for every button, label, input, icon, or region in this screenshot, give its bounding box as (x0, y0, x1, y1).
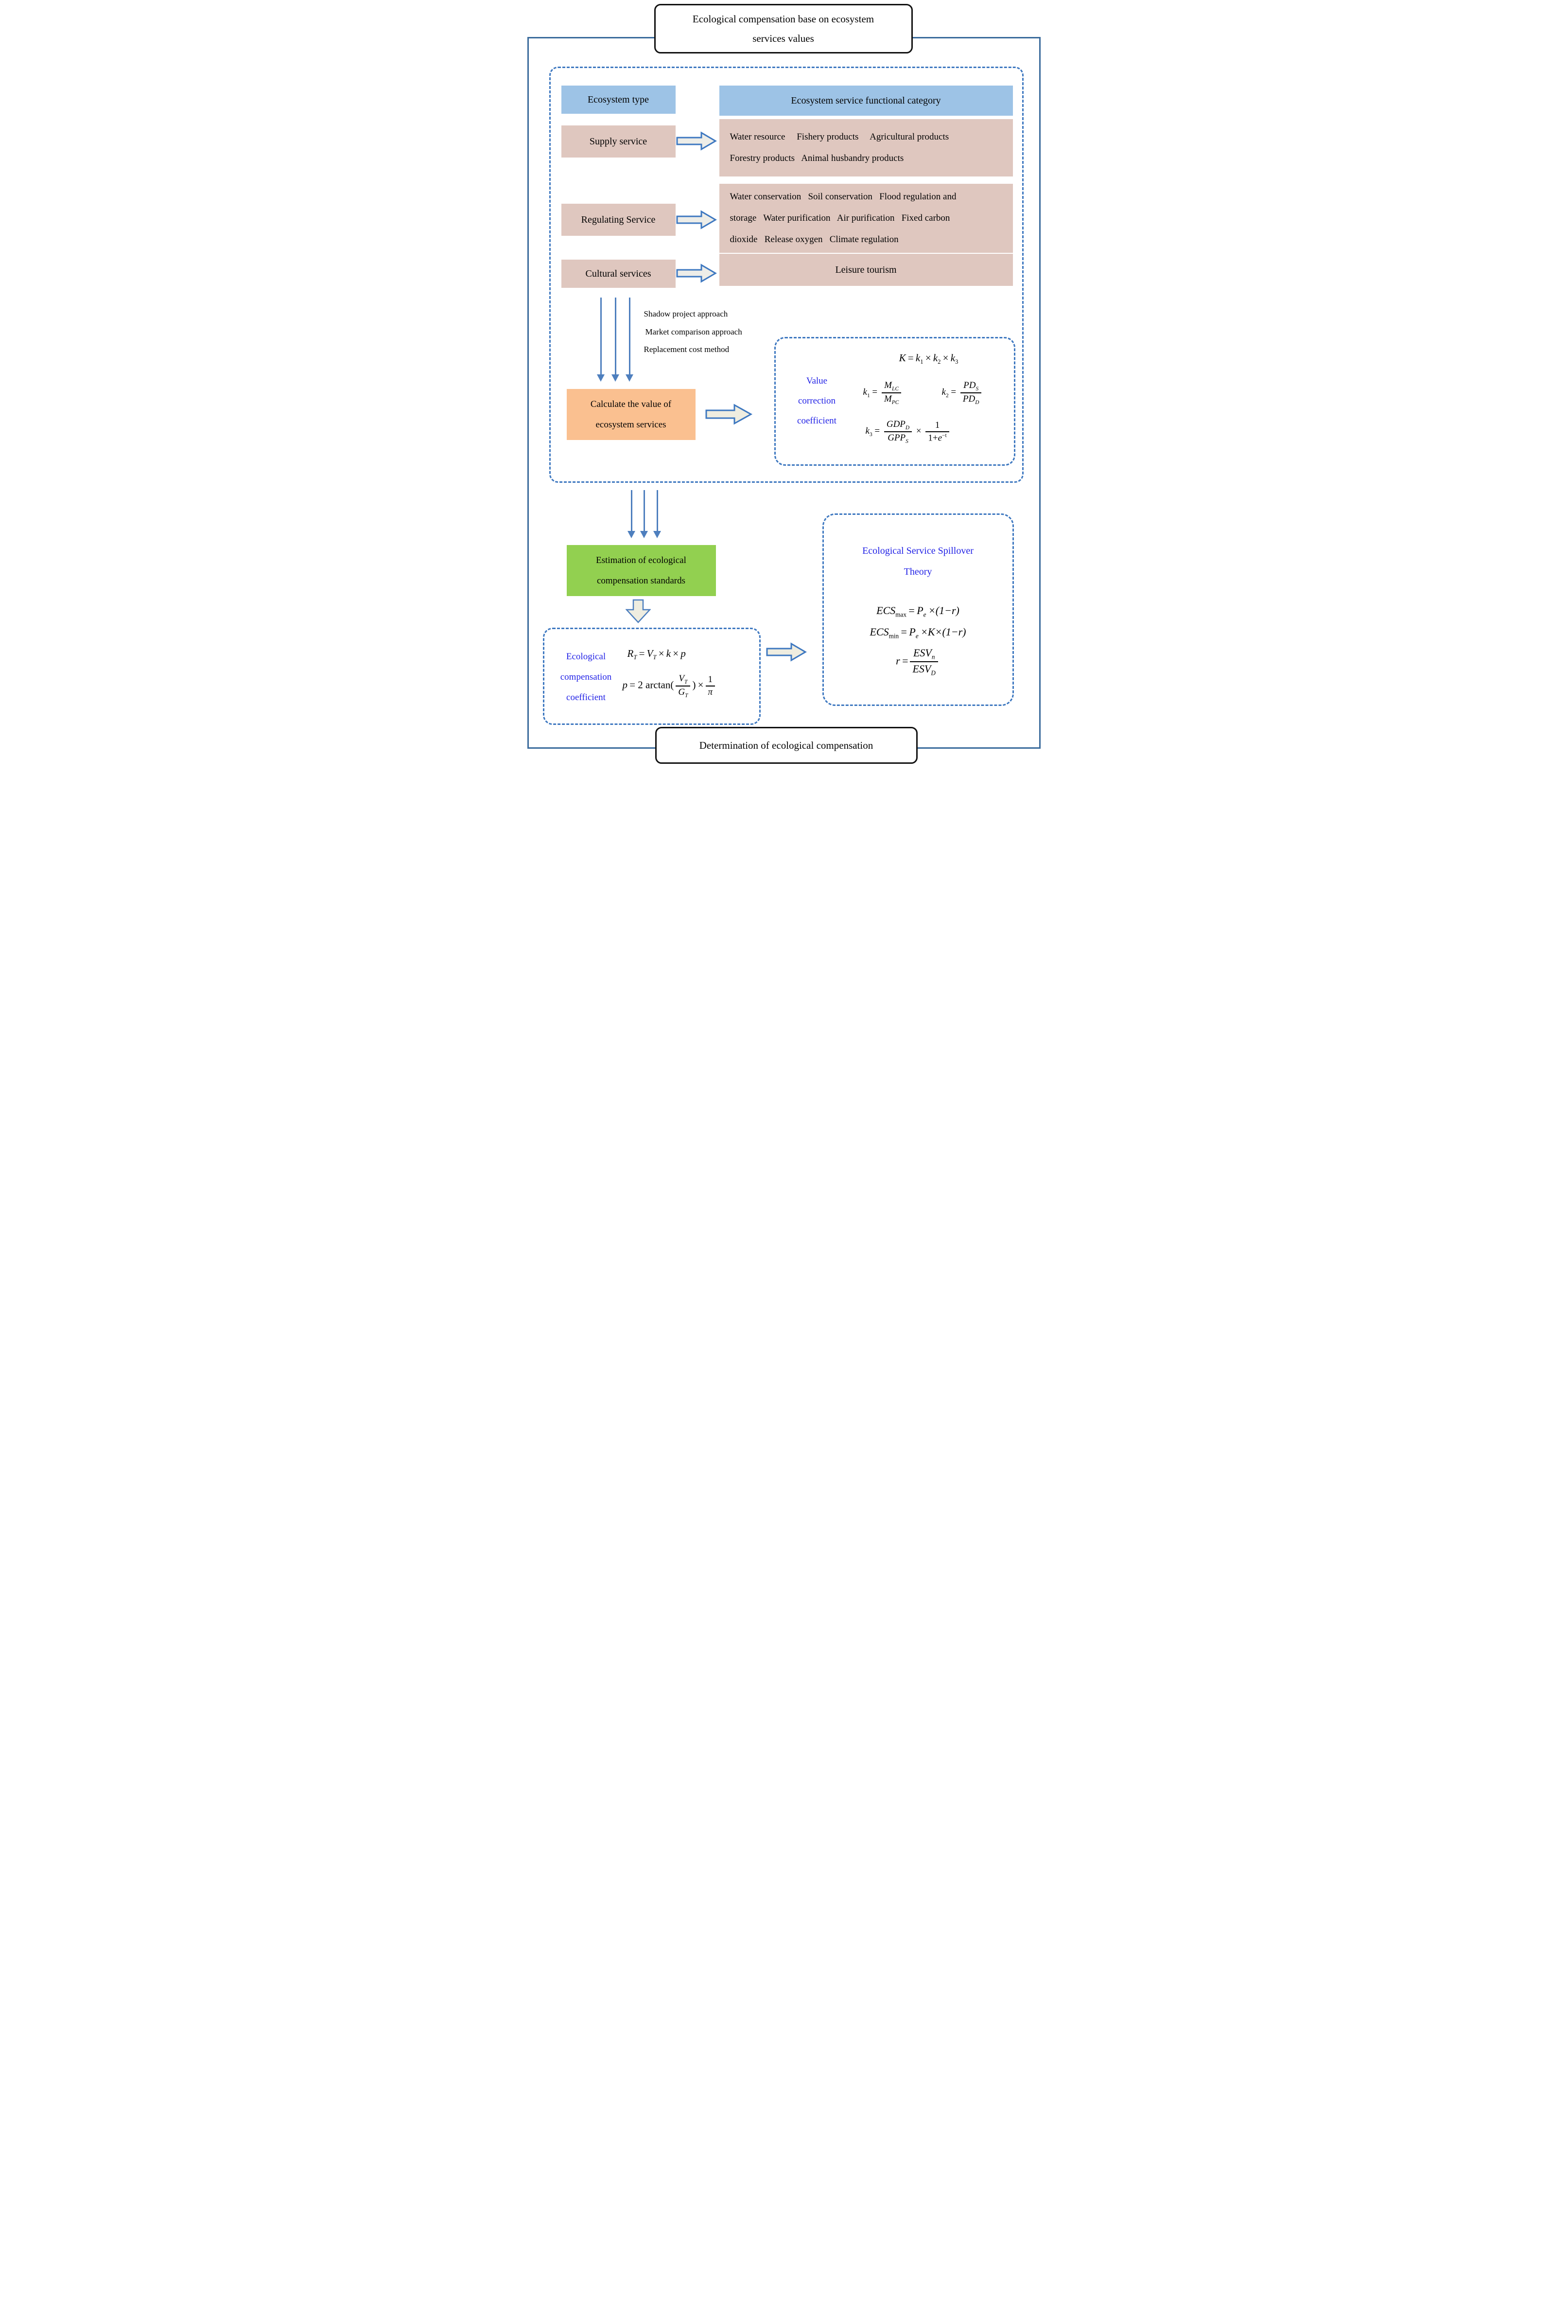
right-block-arrow-icon (766, 642, 807, 662)
formula-ecs-min: $ECS_{min} = P_e \times K\times(1-r)$ (870, 626, 966, 640)
calculate-value-line2: ecosystem services (595, 419, 666, 430)
value-correction-label (781, 371, 854, 431)
right-block-arrow-icon (705, 403, 753, 425)
method-replacement-cost: Replacement cost method (644, 345, 730, 354)
estimation-line2: compensation standards (596, 575, 686, 586)
value-correction-label-line3: coefficient (797, 416, 836, 426)
supply-products-line2: Forestry products Animal husbandry products (730, 153, 904, 163)
estimation-line1: Estimation of ecological (596, 555, 686, 565)
determination-box (655, 727, 918, 764)
right-block-arrow-icon (676, 264, 717, 283)
method-shadow-project: Shadow project approach (644, 309, 728, 318)
calculate-value-line1: Calculate the value of (590, 399, 672, 409)
spillover-title-line2: Theory (904, 566, 932, 577)
right-block-arrow-icon (676, 210, 717, 229)
eco-coefficient-label-line2: compensation (560, 672, 612, 682)
calculate-value-box (567, 389, 696, 440)
regulating-functions-line1: Water conservation Soil conservation Flood regulation and (730, 192, 957, 202)
supply-service-label: Supply service (589, 136, 647, 147)
supply-service-box (561, 125, 676, 158)
leisure-tourism-box (719, 254, 1013, 286)
value-correction-label-line1: Value (806, 376, 828, 386)
header-ecosystem-type (561, 86, 676, 114)
formula-k1: $k_1$ = $\frac{M_{LC}}{M_{PC}}$ (863, 380, 904, 405)
leisure-tourism-label: Leisure tourism (835, 264, 897, 275)
flowchart-page (523, 0, 1045, 775)
title-line1: Ecological compensation base on ecosystem (692, 13, 874, 25)
formula-k3: $k_3$ = $\frac{GDP_D}{GPP_S}$ × $\frac{1}{1+e^{-t}}$ (866, 419, 951, 444)
title-box (654, 4, 913, 53)
cultural-services-label: Cultural services (585, 268, 651, 279)
formula-rt: $R_T = V_T \times k \times p$ (627, 648, 686, 661)
regulating-functions-box (719, 184, 1013, 253)
header-ecosystem-type-label: Ecosystem type (587, 94, 649, 105)
value-correction-label-line2: correction (798, 396, 836, 406)
determination-label: Determination of ecological compensation (699, 739, 873, 751)
formula-k2: $k_2$ = $\frac{PD_S}{PD_D}$ (942, 380, 984, 405)
method-market-comparison: Market comparison approach (645, 327, 742, 336)
formula-p: p = 2 arctan( $\frac{V_T}{G_T}$ ) × $\frac{1}{\pi}$ (623, 673, 717, 699)
regulating-service-label: Regulating Service (581, 214, 656, 225)
eco-coefficient-label-line3: coefficient (566, 692, 606, 703)
down-arrow-icon (615, 298, 616, 374)
spillover-title (829, 541, 1007, 582)
header-service-category-label: Ecosystem service functional category (791, 95, 941, 106)
supply-products-box (719, 119, 1013, 176)
regulating-functions-line2: storage Water purification Air purification Fixed carbon (730, 213, 950, 223)
regulating-functions-line3: dioxide Release oxygen Climate regulation (730, 234, 899, 245)
down-block-arrow-icon (626, 599, 651, 623)
eco-coefficient-label (550, 647, 623, 708)
down-arrow-icon (644, 490, 645, 531)
regulating-service-box (561, 204, 676, 236)
header-service-category (719, 86, 1013, 116)
cultural-services-box (561, 260, 676, 288)
formula-k: $K = k_1 \times k_2 \times k_3$ (899, 352, 958, 366)
down-arrow-icon (631, 490, 632, 531)
spillover-title-line1: Ecological Service Spillover (862, 546, 974, 556)
down-arrow-icon (600, 298, 602, 374)
eco-coefficient-label-line1: Ecological (566, 651, 606, 662)
supply-products-line1: Water resource Fishery products Agricultural products (730, 132, 949, 142)
formula-r: r = $\frac{ESV_n}{ESV_D}$ (829, 647, 1007, 677)
down-arrow-icon (629, 298, 630, 374)
down-arrow-icon (657, 490, 658, 531)
right-block-arrow-icon (676, 131, 717, 151)
title-line2: services values (752, 33, 814, 44)
formula-ecs-max: $ECS_{max} = P_e \times(1-r)$ (876, 604, 959, 618)
estimation-box (567, 545, 716, 596)
